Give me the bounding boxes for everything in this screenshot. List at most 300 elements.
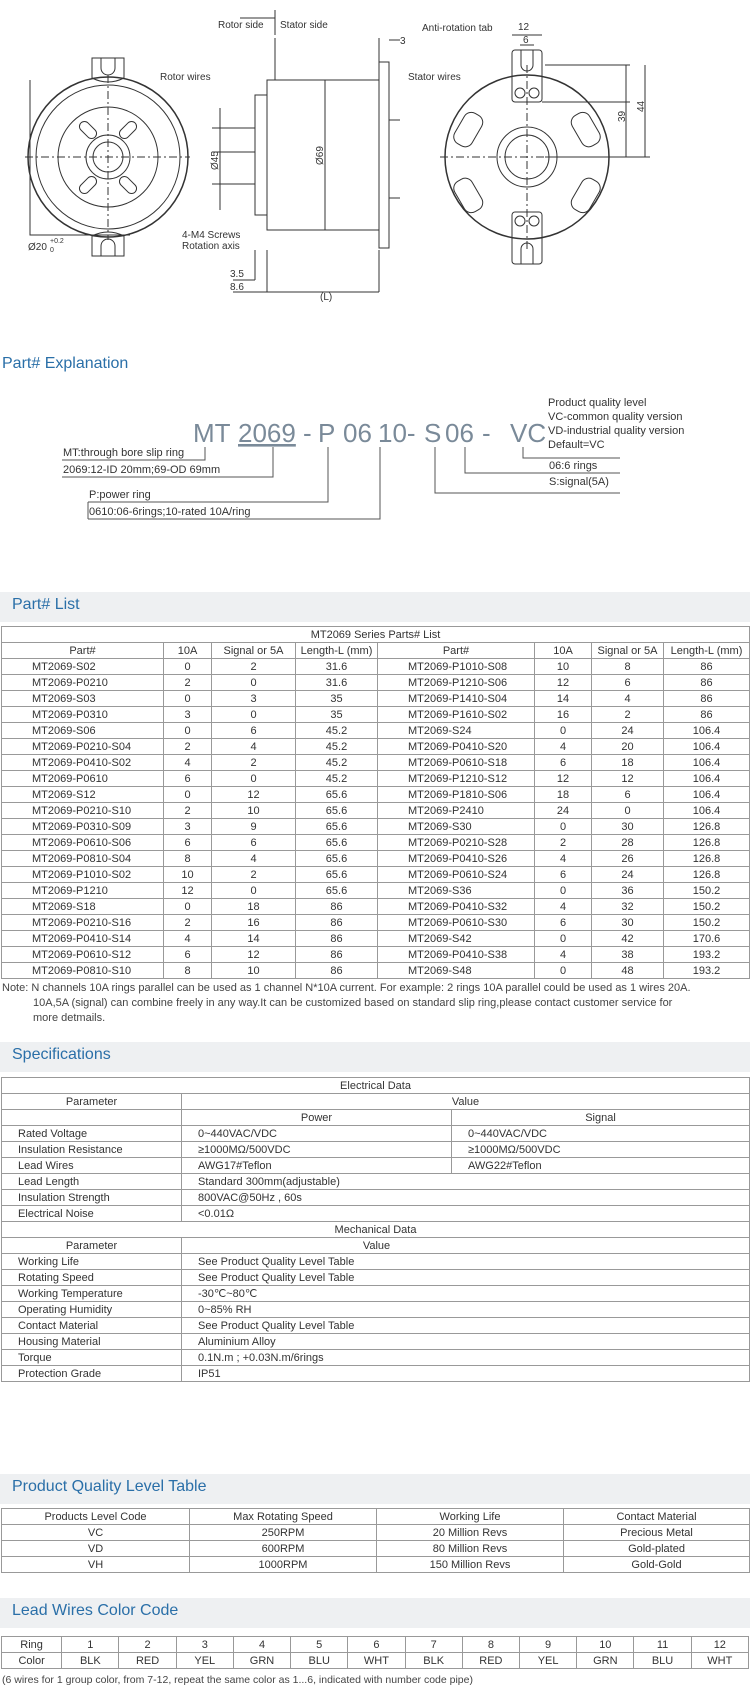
ring-number: 9 <box>519 1637 576 1653</box>
num-desc: 2069:12-ID 20mm;69-OD 69mm <box>63 464 221 476</box>
quality-line-2: VC-common quality version <box>548 411 683 423</box>
parts-table-row <box>2 771 750 787</box>
mechanical-param: Working Temperature <box>2 1286 182 1302</box>
dim-L: (L) <box>320 292 333 303</box>
dim-44: 44 <box>636 100 647 112</box>
parts-cell: MT2069-P0210-S28 <box>378 835 535 851</box>
parts-cell: 106.4 <box>664 771 750 787</box>
mechanical-row <box>2 1350 750 1366</box>
parts-cell: 4 <box>164 755 212 771</box>
parts-cell: 18 <box>212 899 296 915</box>
parts-cell: 0 <box>212 771 296 787</box>
parts-list-title: Part# List <box>12 596 80 613</box>
parts-cell: 45.2 <box>296 739 378 755</box>
parts-table-row <box>2 787 750 803</box>
code-s06: 06 <box>445 418 474 448</box>
electrical-param: Electrical Noise <box>2 1206 182 1222</box>
ring-number: 6 <box>348 1637 405 1653</box>
parts-cell: 12 <box>592 771 664 787</box>
code-dash1: - <box>303 418 312 448</box>
parts-table-row <box>2 883 750 899</box>
parts-cell: 45.2 <box>296 723 378 739</box>
parts-table-row <box>2 675 750 691</box>
code-vc: VC <box>510 418 547 448</box>
part-code-diagram <box>0 385 750 535</box>
mechanical-param: Housing Material <box>2 1334 182 1350</box>
wire-color: BLU <box>291 1653 348 1669</box>
parts-table-row <box>2 851 750 867</box>
parts-cell: 126.8 <box>664 819 750 835</box>
parts-cell: MT2069-P0210 <box>2 675 164 691</box>
parts-table-row <box>2 899 750 915</box>
parts-header-cell: Signal or 5A <box>592 643 664 659</box>
parts-cell: MT2069-S02 <box>2 659 164 675</box>
parts-cell: 65.6 <box>296 803 378 819</box>
parts-header-cell: Signal or 5A <box>212 643 296 659</box>
parts-cell: 126.8 <box>664 835 750 851</box>
ring-label: Ring <box>2 1637 62 1653</box>
mechanical-row <box>2 1254 750 1270</box>
parts-cell: 3 <box>212 691 296 707</box>
wire-color: YEL <box>519 1653 576 1669</box>
electrical-value-header: Value <box>182 1094 750 1110</box>
parts-cell: 2 <box>164 915 212 931</box>
parts-cell: MT2069-P0610-S30 <box>378 915 535 931</box>
mechanical-value: 0.1N.m ; +0.03N.m/6rings <box>182 1350 750 1366</box>
parts-cell: MT2069-P1210-S12 <box>378 771 535 787</box>
technical-drawing <box>0 0 750 310</box>
parts-cell: 2 <box>212 659 296 675</box>
power-header: Power <box>182 1110 452 1126</box>
parts-cell: 6 <box>592 787 664 803</box>
parts-cell: MT2069-P1010-S02 <box>2 867 164 883</box>
parts-cell: 2 <box>592 707 664 723</box>
code-10: 10- <box>378 418 416 448</box>
parts-cell: 193.2 <box>664 947 750 963</box>
parts-cell: MT2069-P0610-S06 <box>2 835 164 851</box>
quality-row <box>2 1541 750 1557</box>
parts-cell: 86 <box>664 659 750 675</box>
parts-cell: 4 <box>535 899 592 915</box>
parts-cell: 0 <box>212 707 296 723</box>
parts-cell: 6 <box>212 723 296 739</box>
parts-cell: MT2069-P1210-S06 <box>378 675 535 691</box>
parts-cell: 31.6 <box>296 675 378 691</box>
parts-cell: 86 <box>664 707 750 723</box>
parts-cell: MT2069-S30 <box>378 819 535 835</box>
electrical-signal-value: ≥1000MΩ/500VDC <box>452 1142 750 1158</box>
parts-table-row <box>2 867 750 883</box>
parts-cell: MT2069-P0310-S09 <box>2 819 164 835</box>
ring-number: 12 <box>691 1637 748 1653</box>
parts-table-row <box>2 659 750 675</box>
parts-cell: 18 <box>592 755 664 771</box>
parts-cell: 6 <box>164 835 212 851</box>
specs-header <box>0 1042 750 1072</box>
mechanical-param: Working Life <box>2 1254 182 1270</box>
mechanical-param-header: Parameter <box>2 1238 182 1254</box>
parts-cell: MT2069-S12 <box>2 787 164 803</box>
d20-tol-lower: 0 <box>50 247 54 254</box>
parts-cell: 0 <box>164 691 212 707</box>
parts-cell: 86 <box>296 963 378 979</box>
parts-cell: MT2069-S42 <box>378 931 535 947</box>
parts-cell: 6 <box>592 675 664 691</box>
mechanical-title: Mechanical Data <box>2 1222 750 1238</box>
parts-cell: 4 <box>535 851 592 867</box>
screws-label: 4-M4 Screws <box>182 230 241 241</box>
parts-cell: 106.4 <box>664 723 750 739</box>
parts-cell: 30 <box>592 915 664 931</box>
wire-color: BLK <box>405 1653 462 1669</box>
parts-cell: 2 <box>164 675 212 691</box>
parts-table-row <box>2 931 750 947</box>
parts-cell: 0 <box>535 819 592 835</box>
parts-cell: 193.2 <box>664 963 750 979</box>
parts-cell: 10 <box>212 803 296 819</box>
parts-cell: 4 <box>212 739 296 755</box>
parts-cell: 0 <box>535 931 592 947</box>
parts-cell: 10 <box>164 867 212 883</box>
anti-rotation-tab-label: Anti-rotation tab <box>422 23 493 34</box>
quality-row <box>2 1525 750 1541</box>
parts-cell: 14 <box>535 691 592 707</box>
parts-cell: MT2069-P0610-S12 <box>2 947 164 963</box>
electrical-value: 800VAC@50Hz , 60s <box>182 1190 750 1206</box>
parts-cell: 9 <box>212 819 296 835</box>
parts-cell: 150.2 <box>664 883 750 899</box>
parts-cell: 38 <box>592 947 664 963</box>
mechanical-value: See Product Quality Level Table <box>182 1254 750 1270</box>
parts-cell: 0 <box>212 675 296 691</box>
parts-cell: MT2069-S36 <box>378 883 535 899</box>
electrical-title: Electrical Data <box>2 1078 750 1094</box>
parts-cell: 26 <box>592 851 664 867</box>
quality-cell: 250RPM <box>190 1525 377 1541</box>
parts-cell: 0 <box>164 899 212 915</box>
quality-cell: 20 Million Revs <box>377 1525 564 1541</box>
parts-cell: 45.2 <box>296 755 378 771</box>
wire-color: BLU <box>634 1653 691 1669</box>
parts-cell: 4 <box>535 947 592 963</box>
parts-cell: MT2069-P2410 <box>378 803 535 819</box>
parts-header-cell: 10A <box>535 643 592 659</box>
electrical-row <box>2 1190 750 1206</box>
electrical-param: Insulation Resistance <box>2 1142 182 1158</box>
parts-cell: 150.2 <box>664 899 750 915</box>
quality-cell: VH <box>2 1557 190 1573</box>
parts-cell: 14 <box>212 931 296 947</box>
mechanical-row <box>2 1286 750 1302</box>
quality-line-1: Product quality level <box>548 397 647 409</box>
parts-cell: 86 <box>296 899 378 915</box>
parts-table-title: MT2069 Series Parts# List <box>2 627 750 643</box>
parts-cell: 16 <box>535 707 592 723</box>
quality-header-cell: Working Life <box>377 1509 564 1525</box>
parts-cell: 31.6 <box>296 659 378 675</box>
code-s: S <box>424 418 442 448</box>
parts-cell: MT2069-P1610-S02 <box>378 707 535 723</box>
parts-cell: 0 <box>592 803 664 819</box>
parts-cell: 3 <box>164 707 212 723</box>
stator-face-view <box>440 35 650 264</box>
rotor-side-label: Rotor side <box>218 20 264 31</box>
electrical-param-header: Parameter <box>2 1094 182 1110</box>
parts-cell: 106.4 <box>664 787 750 803</box>
parts-cell: 6 <box>212 835 296 851</box>
parts-table-row <box>2 739 750 755</box>
parts-cell: 86 <box>664 675 750 691</box>
parts-cell: MT2069-P1210 <box>2 883 164 899</box>
parts-cell: 2 <box>535 835 592 851</box>
electrical-param: Rated Voltage <box>2 1126 182 1142</box>
p-desc: P:power ring <box>89 489 151 501</box>
parts-table-row <box>2 835 750 851</box>
parts-cell: 0 <box>164 723 212 739</box>
ring-number: 8 <box>462 1637 519 1653</box>
parts-cell: 86 <box>296 947 378 963</box>
mechanical-param: Operating Humidity <box>2 1302 182 1318</box>
mt-desc: MT:through bore slip ring <box>63 447 185 459</box>
quality-cell: VC <box>2 1525 190 1541</box>
wire-colors-title: Lead Wires Color Code <box>12 1602 179 1619</box>
parts-cell: 12 <box>535 771 592 787</box>
parts-cell: 4 <box>592 691 664 707</box>
electrical-row <box>2 1206 750 1222</box>
mechanical-value: Aluminium Alloy <box>182 1334 750 1350</box>
parts-note-2: 10A,5A (signal) can combine freely in any way.It can be customized based on standard slip ring,please contact customer service for <box>33 997 673 1009</box>
parts-cell: 8 <box>164 851 212 867</box>
parts-header-cell: Length-L (mm) <box>296 643 378 659</box>
dim-3-5: 3.5 <box>230 269 244 280</box>
electrical-power-value: 0~440VAC/VDC <box>182 1126 452 1142</box>
parts-cell: 2 <box>212 755 296 771</box>
d45-label: Ø45 <box>210 151 221 170</box>
parts-cell: 30 <box>592 819 664 835</box>
electrical-row <box>2 1158 750 1174</box>
ring-number: 7 <box>405 1637 462 1653</box>
wire-color: GRN <box>577 1653 634 1669</box>
electrical-blank-header <box>2 1110 182 1126</box>
quality-cell: 80 Million Revs <box>377 1541 564 1557</box>
wire-colors-note: (6 wires for 1 group color, from 7-12, repeat the same color as 1...6, indicated with number code pipe) <box>2 1674 473 1686</box>
mechanical-row <box>2 1366 750 1382</box>
parts-cell: 4 <box>164 931 212 947</box>
mechanical-value: 0~85% RH <box>182 1302 750 1318</box>
parts-cell: 65.6 <box>296 883 378 899</box>
wire-color: RED <box>462 1653 519 1669</box>
parts-cell: MT2069-P0610 <box>2 771 164 787</box>
wire-colors-table <box>1 1636 749 1669</box>
parts-cell: 35 <box>296 691 378 707</box>
parts-table-row <box>2 915 750 931</box>
parts-cell: 4 <box>212 851 296 867</box>
rotor-face-view <box>25 58 190 256</box>
parts-cell: MT2069-P0210-S16 <box>2 915 164 931</box>
parts-cell: 0 <box>164 787 212 803</box>
s-desc: S:signal(5A) <box>549 476 609 488</box>
quality-header-cell: Max Rotating Speed <box>190 1509 377 1525</box>
parts-cell: 10 <box>212 963 296 979</box>
parts-cell: 36 <box>592 883 664 899</box>
parts-cell: MT2069-S03 <box>2 691 164 707</box>
parts-cell: MT2069-S48 <box>378 963 535 979</box>
parts-cell: 24 <box>535 803 592 819</box>
code-mt: MT <box>193 418 231 448</box>
dim-8-6: 8.6 <box>230 282 244 293</box>
wire-color: RED <box>119 1653 176 1669</box>
ring-number: 5 <box>291 1637 348 1653</box>
specs-table <box>1 1077 750 1382</box>
parts-cell: 170.6 <box>664 931 750 947</box>
parts-table-row <box>2 691 750 707</box>
parts-cell: MT2069-P0410-S26 <box>378 851 535 867</box>
mechanical-param: Protection Grade <box>2 1366 182 1382</box>
color-label: Color <box>2 1653 62 1669</box>
parts-note-1: Note: N channels 10A rings parallel can be used as 1 channel N*10A current. For example: 2 rings 10A parallel could be used as 1 wires 20A. <box>2 982 691 994</box>
parts-cell: 0 <box>164 659 212 675</box>
ring-number: 4 <box>233 1637 290 1653</box>
parts-cell: 106.4 <box>664 755 750 771</box>
parts-cell: MT2069-P1810-S06 <box>378 787 535 803</box>
parts-cell: MT2069-P0410-S02 <box>2 755 164 771</box>
parts-cell: MT2069-P1010-S08 <box>378 659 535 675</box>
parts-cell: 6 <box>164 947 212 963</box>
dim-39: 39 <box>617 110 628 122</box>
mechanical-param: Rotating Speed <box>2 1270 182 1286</box>
parts-table-row <box>2 707 750 723</box>
s06-desc: 06:6 rings <box>549 460 598 472</box>
quality-title: Product Quality Level Table <box>12 1478 207 1495</box>
specs-title: Specifications <box>12 1046 111 1063</box>
parts-cell: MT2069-P0810-S04 <box>2 851 164 867</box>
parts-table-row <box>2 819 750 835</box>
electrical-value: <0.01Ω <box>182 1206 750 1222</box>
wire-color: GRN <box>233 1653 290 1669</box>
parts-cell: 48 <box>592 963 664 979</box>
explanation-title: Part# Explanation <box>2 355 129 372</box>
mechanical-value: See Product Quality Level Table <box>182 1318 750 1334</box>
parts-cell: MT2069-P0410-S14 <box>2 931 164 947</box>
mechanical-row <box>2 1270 750 1286</box>
electrical-signal-value: AWG22#Teflon <box>452 1158 750 1174</box>
parts-cell: 2 <box>164 803 212 819</box>
electrical-param: Insulation Strength <box>2 1190 182 1206</box>
quality-cell: 1000RPM <box>190 1557 377 1573</box>
parts-list-table <box>1 626 750 979</box>
parts-cell: 65.6 <box>296 819 378 835</box>
parts-cell: 42 <box>592 931 664 947</box>
ring-number: 2 <box>119 1637 176 1653</box>
parts-cell: 106.4 <box>664 739 750 755</box>
parts-cell: 10 <box>535 659 592 675</box>
parts-cell: 86 <box>296 931 378 947</box>
parts-cell: 65.6 <box>296 835 378 851</box>
parts-cell: 0 <box>535 723 592 739</box>
quality-cell: Gold-Gold <box>564 1557 750 1573</box>
parts-cell: 65.6 <box>296 851 378 867</box>
parts-cell: 45.2 <box>296 771 378 787</box>
code-p: P <box>318 418 336 448</box>
parts-cell: MT2069-P0610-S24 <box>378 867 535 883</box>
parts-cell: 24 <box>592 723 664 739</box>
d20-label: Ø20 <box>28 242 47 253</box>
parts-note-3: more detmails. <box>33 1012 106 1024</box>
parts-cell: MT2069-P0410-S20 <box>378 739 535 755</box>
parts-table-row <box>2 803 750 819</box>
ring-number: 3 <box>176 1637 233 1653</box>
parts-cell: MT2069-P0610-S18 <box>378 755 535 771</box>
parts-cell: 12 <box>164 883 212 899</box>
d69-label: Ø69 <box>315 146 326 165</box>
parts-cell: 8 <box>164 963 212 979</box>
parts-cell: 65.6 <box>296 867 378 883</box>
mechanical-value-header: Value <box>182 1238 750 1254</box>
parts-cell: 32 <box>592 899 664 915</box>
electrical-power-value: ≥1000MΩ/500VDC <box>182 1142 452 1158</box>
parts-cell: 20 <box>592 739 664 755</box>
quality-line-4: Default=VC <box>548 439 605 451</box>
parts-cell: 24 <box>592 867 664 883</box>
mechanical-param: Torque <box>2 1350 182 1366</box>
quality-cell: VD <box>2 1541 190 1557</box>
parts-cell: 86 <box>296 915 378 931</box>
parts-cell: MT2069-S18 <box>2 899 164 915</box>
parts-cell: 12 <box>212 947 296 963</box>
parts-cell: 35 <box>296 707 378 723</box>
wire-color: WHT <box>348 1653 405 1669</box>
parts-cell: MT2069-P0210-S10 <box>2 803 164 819</box>
parts-cell: 6 <box>535 915 592 931</box>
d20-tol-upper: +0.2 <box>50 238 64 245</box>
parts-table-row <box>2 963 750 979</box>
parts-header-cell: Length-L (mm) <box>664 643 750 659</box>
quality-table <box>1 1508 750 1573</box>
quality-cell: 600RPM <box>190 1541 377 1557</box>
parts-cell: 16 <box>212 915 296 931</box>
dim-6: 6 <box>523 35 529 46</box>
parts-header-cell: 10A <box>164 643 212 659</box>
code-dash2: - <box>482 418 491 448</box>
parts-cell: 126.8 <box>664 867 750 883</box>
parts-cell: 6 <box>535 755 592 771</box>
parts-header-cell: Part# <box>378 643 535 659</box>
parts-cell: 150.2 <box>664 915 750 931</box>
parts-cell: 18 <box>535 787 592 803</box>
parts-cell: 3 <box>164 819 212 835</box>
rotation-axis-label: Rotation axis <box>182 241 240 252</box>
parts-cell: 2 <box>212 867 296 883</box>
parts-table-row <box>2 755 750 771</box>
stator-wires-label: Stator wires <box>408 72 461 83</box>
parts-cell: 4 <box>535 739 592 755</box>
quality-cell: 150 Million Revs <box>377 1557 564 1573</box>
mechanical-value: IP51 <box>182 1366 750 1382</box>
parts-cell: MT2069-S24 <box>378 723 535 739</box>
parts-table-row <box>2 723 750 739</box>
parts-header-cell: Part# <box>2 643 164 659</box>
quality-header-cell: Products Level Code <box>2 1509 190 1525</box>
electrical-signal-value: 0~440VAC/VDC <box>452 1126 750 1142</box>
ring-number: 11 <box>634 1637 691 1653</box>
quality-header <box>0 1474 750 1504</box>
mechanical-row <box>2 1318 750 1334</box>
stator-side-label: Stator side <box>280 20 328 31</box>
wire-colors-header <box>0 1598 750 1628</box>
parts-cell: 6 <box>535 867 592 883</box>
parts-cell: 6 <box>164 771 212 787</box>
parts-cell: 126.8 <box>664 851 750 867</box>
